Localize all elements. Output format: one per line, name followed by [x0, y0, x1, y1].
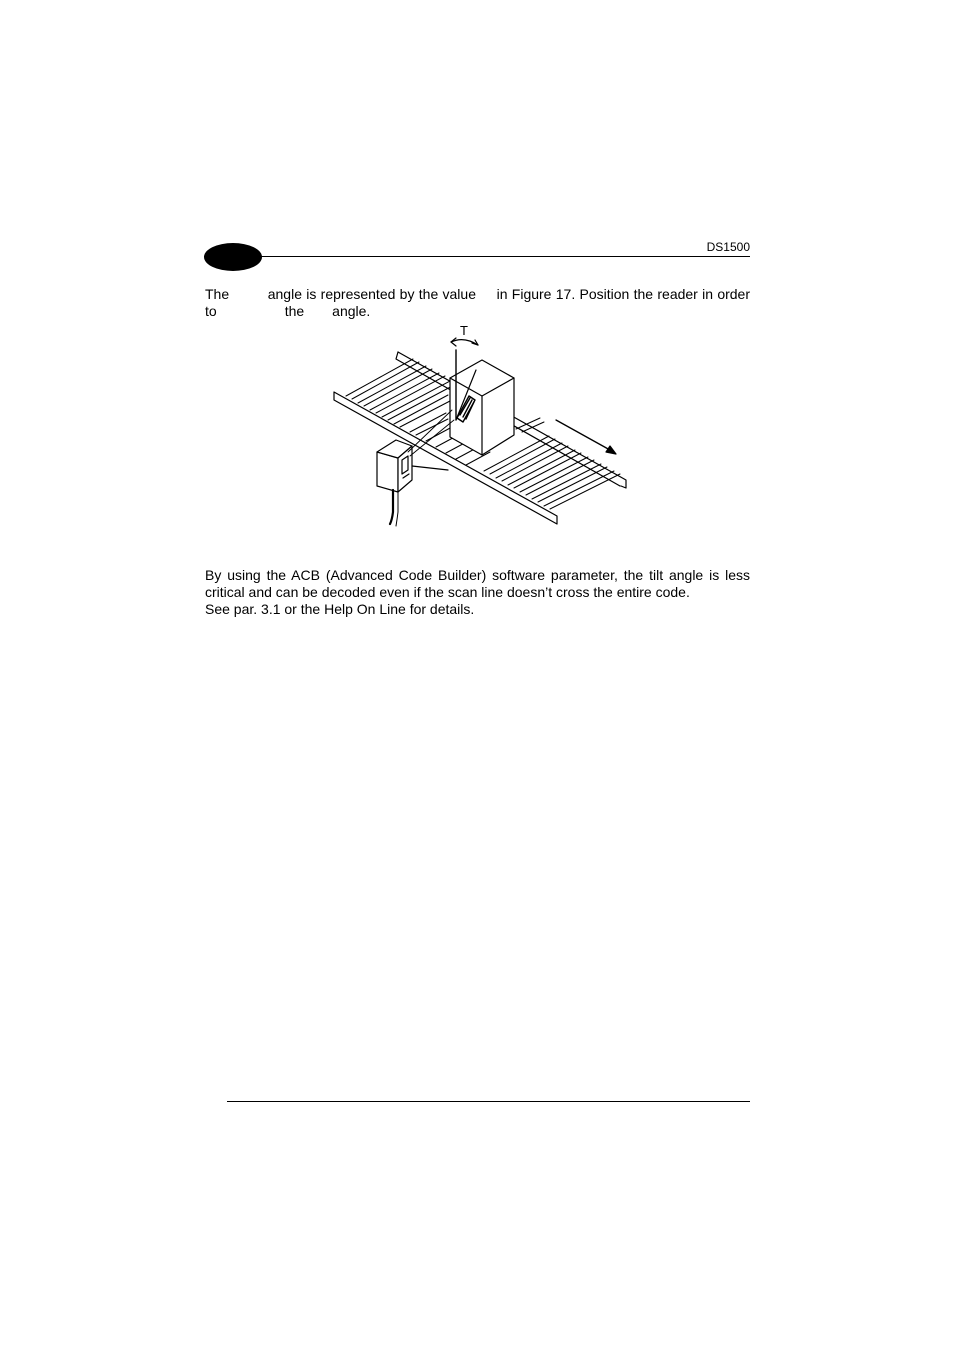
acb-line-3: See par. 3.1 or the Help On Line for details.	[205, 601, 475, 617]
intro-text: the	[284, 303, 305, 319]
document-code: DS1500	[706, 240, 750, 254]
chapter-tab	[204, 243, 262, 271]
acb-line-2: critical and can be decoded even if the scan line doesn’t cross the entire code.	[205, 584, 690, 600]
reader-cable	[390, 490, 393, 524]
header-rule	[204, 256, 750, 257]
conveyor-front-rail	[334, 392, 557, 524]
tilt-angle-figure	[320, 318, 640, 533]
intro-paragraph	[205, 286, 750, 320]
footer-rule	[227, 1101, 750, 1102]
tilt-label: T	[460, 323, 468, 338]
laser-beam	[408, 410, 454, 456]
acb-paragraph	[205, 567, 750, 618]
package-box	[450, 360, 514, 455]
intro-text: angle.	[332, 303, 371, 319]
intro-text: to	[205, 303, 217, 319]
intro-line-1	[205, 286, 750, 303]
intro-text: The	[205, 286, 230, 302]
intro-text: angle is represented by the value	[267, 286, 476, 302]
acb-line-1: By using the ACB (Advanced Code Builder) software parameter, the tilt angle is less	[205, 567, 750, 583]
intro-text: in Figure 17. Position the reader in order	[496, 286, 751, 302]
